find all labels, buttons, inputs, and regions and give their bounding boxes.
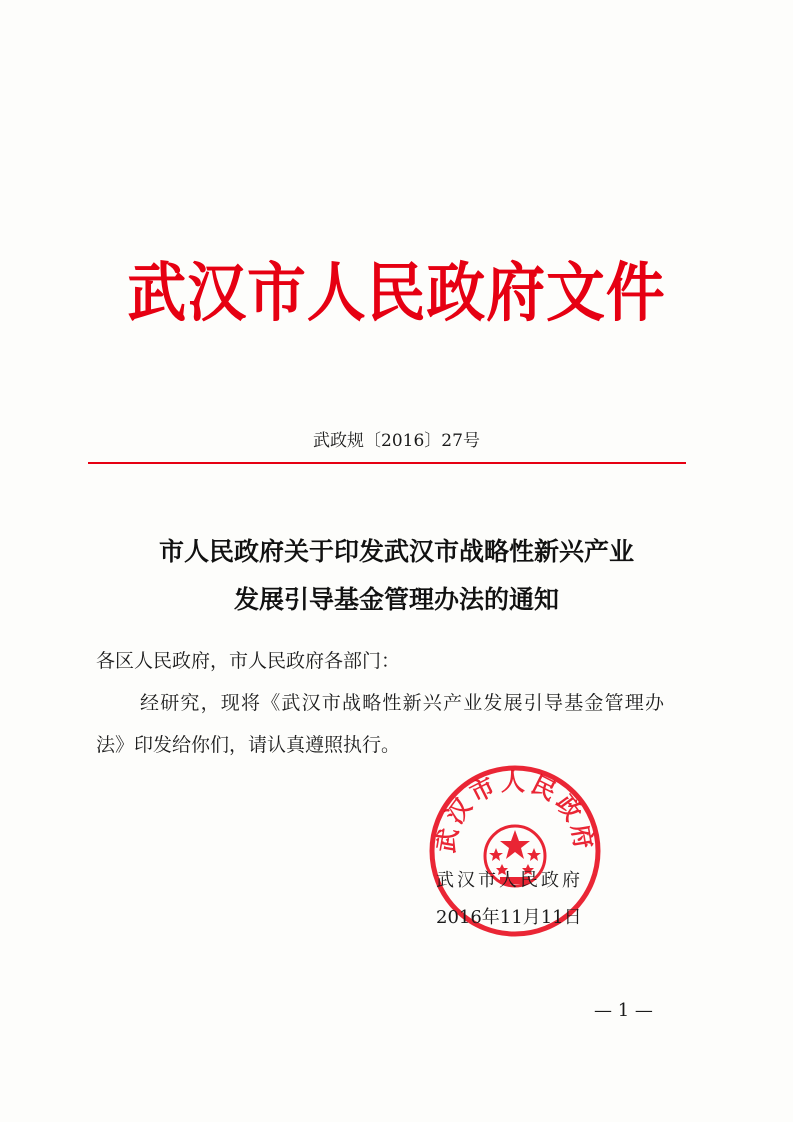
body-paragraph-line-1: 经研究，现将《武汉市战略性新兴产业发展引导基金管理办 (140, 692, 666, 714)
document-number: 武政规〔2016〕27号 (313, 431, 480, 451)
title-line-1: 市人民政府关于印发武汉市战略性新兴产业 (158, 537, 634, 566)
document-masthead: 武汉市人民政府文件 (127, 257, 666, 331)
issue-date: 2016年11月11日 (436, 907, 582, 928)
page-number: — 1 — (594, 1000, 653, 1021)
red-divider-line (88, 462, 686, 464)
title-line-2: 发展引导基金管理办法的通知 (233, 585, 559, 614)
seal-text: 武汉市人民政府 (431, 767, 599, 855)
salutation: 各区人民政府，市人民政府各部门： (96, 650, 401, 672)
document-title (0, 528, 793, 624)
issuer-name: 武汉市人民政府 (436, 870, 583, 891)
body-paragraph-line-2: 法》印发给你们，请认真遵照执行。 (96, 734, 401, 756)
